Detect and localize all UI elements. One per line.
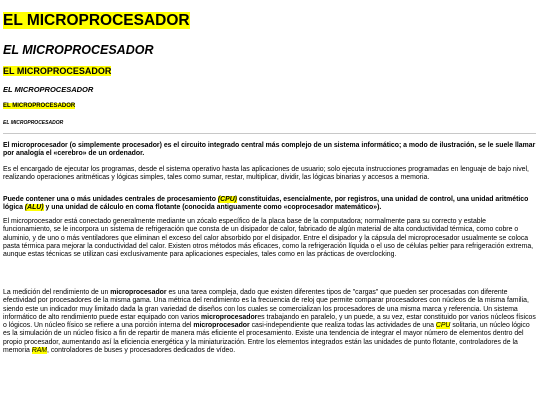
ram-highlight: RAM [31, 347, 48, 355]
alu-highlight: (ALU) [24, 204, 44, 212]
para5-text-6: , controladores de buses y procesadores dedicados de vídeo. [47, 347, 236, 355]
divider [3, 133, 536, 134]
paragraph-cpu-units [3, 196, 536, 213]
cpu-highlight-2: CPU [435, 322, 451, 330]
para5-text-4: casi-independiente que realiza todas las actividades de una [249, 322, 436, 330]
heading-5-text: EL MICROPROCESADOR [3, 103, 76, 109]
heading-1-text: EL MICROPROCESADOR [3, 12, 190, 29]
para5-text-2: es una tarea compleja, dado que existen diferentes tipos de "cargas" que pueden ser procesadas con diferente efectividad por procesadores de la misma gama. Una métrica del rendimiento es la frecuencia de reloj que permite comparar procesadores con núcleos de la misma familia, siendo este un indicador muy limitado dada la gran variedad de diseños con los cuales se comercializan los procesadores de una misma marca y referencia. Un sistema informático de alto rendimiento puede estar equipado con varios [3, 289, 529, 321]
para5-text-1: La medición del rendimiento de un [3, 289, 111, 296]
para3-text-2: constituidas, esencialmente, por registros, una unidad de control, una unidad aritmético lógica [3, 196, 529, 212]
para3-text-1: Puede contener una o más unidades centrales de procesamiento [3, 196, 218, 203]
heading-5 [3, 102, 75, 110]
paragraph-performance [3, 289, 536, 355]
microprocesador-bold-3: microprocesador [193, 322, 250, 330]
intro-paragraph: El microprocesador (o simplemente procesador) es el circuito integrado central más complejo de un sistema informático; a modo de ilustración, se le suele llamar por analogía el «cerebro» de un ordenador. [3, 142, 536, 158]
heading-4: EL MICROPROCESADOR [3, 85, 94, 94]
para5-text-3: es trabajando en paralelo, y un puede, a su vez, estar constituido por varios núcleos físicos o lógicos. Un núcleo físico se refiere a una porción interna del [3, 313, 536, 330]
heading-6: EL MICROPROCESADOR [3, 120, 64, 126]
heading-3-text: EL MICROPROCESADOR [3, 66, 112, 76]
para5-text-5: solitaria, un núcleo lógico es la simulación de un núcleo físico a fin de repartir de manera más eficiente el procesamiento. Existe una tendencia de integrar el mayor número de elementos dentro del propio procesador, aumentando así la eficiencia energética y la miniaturización. Entre los elementos integrados están las unidades de punto flotante, controladores de la memoria [3, 322, 530, 355]
microprocesador-bold-2: microprocesador [201, 313, 258, 321]
heading-3 [3, 66, 111, 77]
heading-2: EL MICROPROCESADOR [3, 43, 154, 57]
heading-1 [3, 11, 190, 30]
microprocesador-bold-1: microprocesador [110, 289, 167, 296]
paragraph-execution: Es el encargado de ejecutar los programas, desde el sistema operativo hasta las aplicaciones de usuario; solo ejecuta instrucciones programadas en lenguaje de bajo nivel, realizando operaciones aritméticas y lógicas simples, tales como sumar, restar, multiplicar, dividir, las lógicas binarias y accesos a memoria. [3, 166, 529, 182]
para3-text-3: y una unidad de cálculo en coma flotante (conocida antiguamente como «coprocesador matemático»). [43, 204, 382, 212]
paragraph-cooling: El microprocesador está conectado generalmente mediante un zócalo específico de la placa base de la computadora; normalmente para su correcto y estable funcionamiento, se le incorpora un sistema de refrigeración que consta de un disipador de calor, fabricado de algún material de alta conductividad térmica, como cobre o aluminio, y de uno o más ventiladores que eliminan el exceso del calor absorbido por el disipador. Entre el disipador y la cápsula del microprocesador usualmente se coloca pasta térmica para mejorar la conductividad del calor. Existen otros métodos más eficaces, como la refrigeración líquida o el uso de células peltier para refrigeración extrema, aunque estas técnicas se utilizan casi exclusivamente para aplicaciones especiales, tales como en las prácticas de overclocking. [3, 218, 534, 259]
cpu-highlight: (CPU) [217, 196, 237, 203]
